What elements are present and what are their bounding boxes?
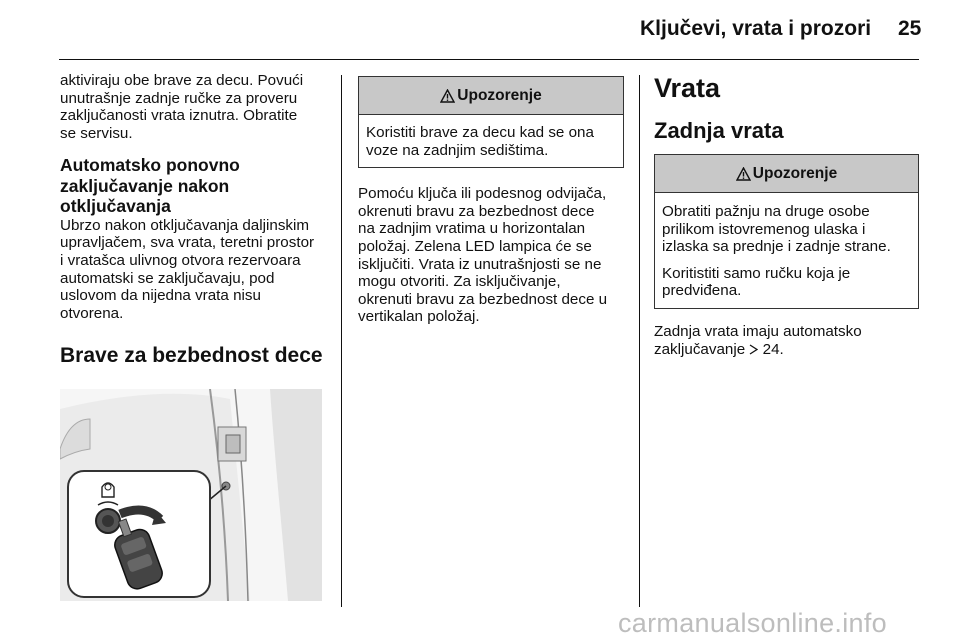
paragraph-line: otvorena.: [60, 304, 124, 322]
child-lock-paragraph: [358, 185, 624, 326]
warning-line: Koristiti brave za decu kad se ona: [366, 124, 594, 141]
child-locks-heading: Brave za bezbednost dece: [60, 344, 323, 368]
warning-line: Obratiti pažnju na druge osobe: [662, 203, 870, 220]
paragraph-line: na zadnjim vratima u horizontalan: [358, 220, 586, 238]
warning-title: Upozorenje: [457, 86, 542, 104]
auto-relock-paragraph: [60, 217, 330, 323]
warning-text: [366, 124, 617, 159]
intro-line: zaključanosti vrata iznutra. Obratite: [60, 107, 298, 125]
warning-line: predviđena.: [662, 282, 742, 300]
paragraph-line: i vratašca ulivnog otvora rezervoara: [60, 252, 301, 270]
warning-header: [359, 77, 623, 115]
warning-header: [655, 155, 918, 193]
child-lock-illustration-drawing: [60, 389, 322, 601]
intro-line: unutrašnje zadnje ručke za proveru: [60, 89, 298, 107]
column-divider-2: [639, 75, 640, 607]
paragraph-line: okrenuti bravu za bezbednost dece u: [358, 290, 608, 308]
paragraph-line: okrenuti bravu za bezbednost dece: [358, 202, 595, 220]
rear-doors-heading: Zadnja vrata: [654, 118, 784, 143]
child-lock-illustration: [60, 389, 322, 601]
watermark: carmanualsonline.info: [618, 608, 887, 638]
intro-line: se servisu.: [60, 124, 133, 142]
page-header-title: Ključevi, vrata i prozori: [640, 17, 872, 40]
paragraph-line: Pomoću ključa ili podesnog odvijača,: [358, 185, 607, 203]
column-divider-1: [341, 75, 342, 607]
paragraph-line: Zadnja vrata imaju automatsko: [654, 322, 862, 340]
heading-line: zaključavanje nakon: [60, 175, 230, 196]
warning-body: [359, 115, 623, 167]
page-ref-arrow-icon: [749, 344, 758, 355]
page-reference-link[interactable]: 24.: [762, 340, 784, 358]
column-3: [654, 73, 919, 358]
paragraph-line: Ubrzo nakon otključavanja daljinskim: [60, 216, 310, 234]
warning-text: [662, 203, 912, 256]
warning-triangle-icon: [440, 89, 455, 103]
paragraph-line: zaključavanje: [654, 340, 746, 358]
warning-line: izlaska sa prednje i zadnje strane.: [662, 238, 891, 256]
paragraph-line: uslovom da nijedna vrata nisu: [60, 287, 261, 305]
heading-line: Automatsko ponovno: [60, 155, 240, 176]
intro-paragraph: [60, 72, 330, 142]
header-rule: [59, 59, 919, 60]
warning-title: Upozorenje: [752, 164, 838, 182]
warning-line: prilikom istovremenog ulaska i: [662, 220, 866, 238]
auto-relock-heading: [60, 155, 330, 217]
warning-triangle-icon: [736, 167, 751, 181]
warning-text: [662, 265, 912, 300]
intro-line: aktiviraju obe brave za decu. Povući: [60, 72, 304, 89]
warning-line: Koritistiti samo ručku koja je: [662, 264, 851, 282]
rear-doors-warning-box: [654, 154, 919, 309]
warning-line: voze na zadnjim sedištima.: [366, 141, 549, 159]
page-number: 25: [898, 17, 922, 40]
warning-body: [655, 193, 918, 308]
paragraph-line: isključiti. Vrata iz unutrašnjosti se ne: [358, 255, 602, 273]
paragraph-line: vertikalan položaj.: [358, 308, 480, 326]
paragraph-line: položaj. Zelena LED lampica će se: [358, 237, 592, 255]
rear-doors-paragraph: [654, 323, 919, 358]
doors-heading: Vrata: [654, 73, 721, 103]
paragraph-line: automatski se zaključavaju, pod: [60, 269, 275, 287]
paragraph-line: mogu otvoriti. Za isključivanje,: [358, 273, 561, 291]
heading-line: otključavanja: [60, 196, 171, 217]
column-1: [60, 72, 330, 368]
paragraph-line: upravljačem, sva vrata, teretni prostor: [60, 234, 315, 252]
child-lock-warning-box: [358, 76, 624, 168]
column-2: [358, 76, 624, 326]
